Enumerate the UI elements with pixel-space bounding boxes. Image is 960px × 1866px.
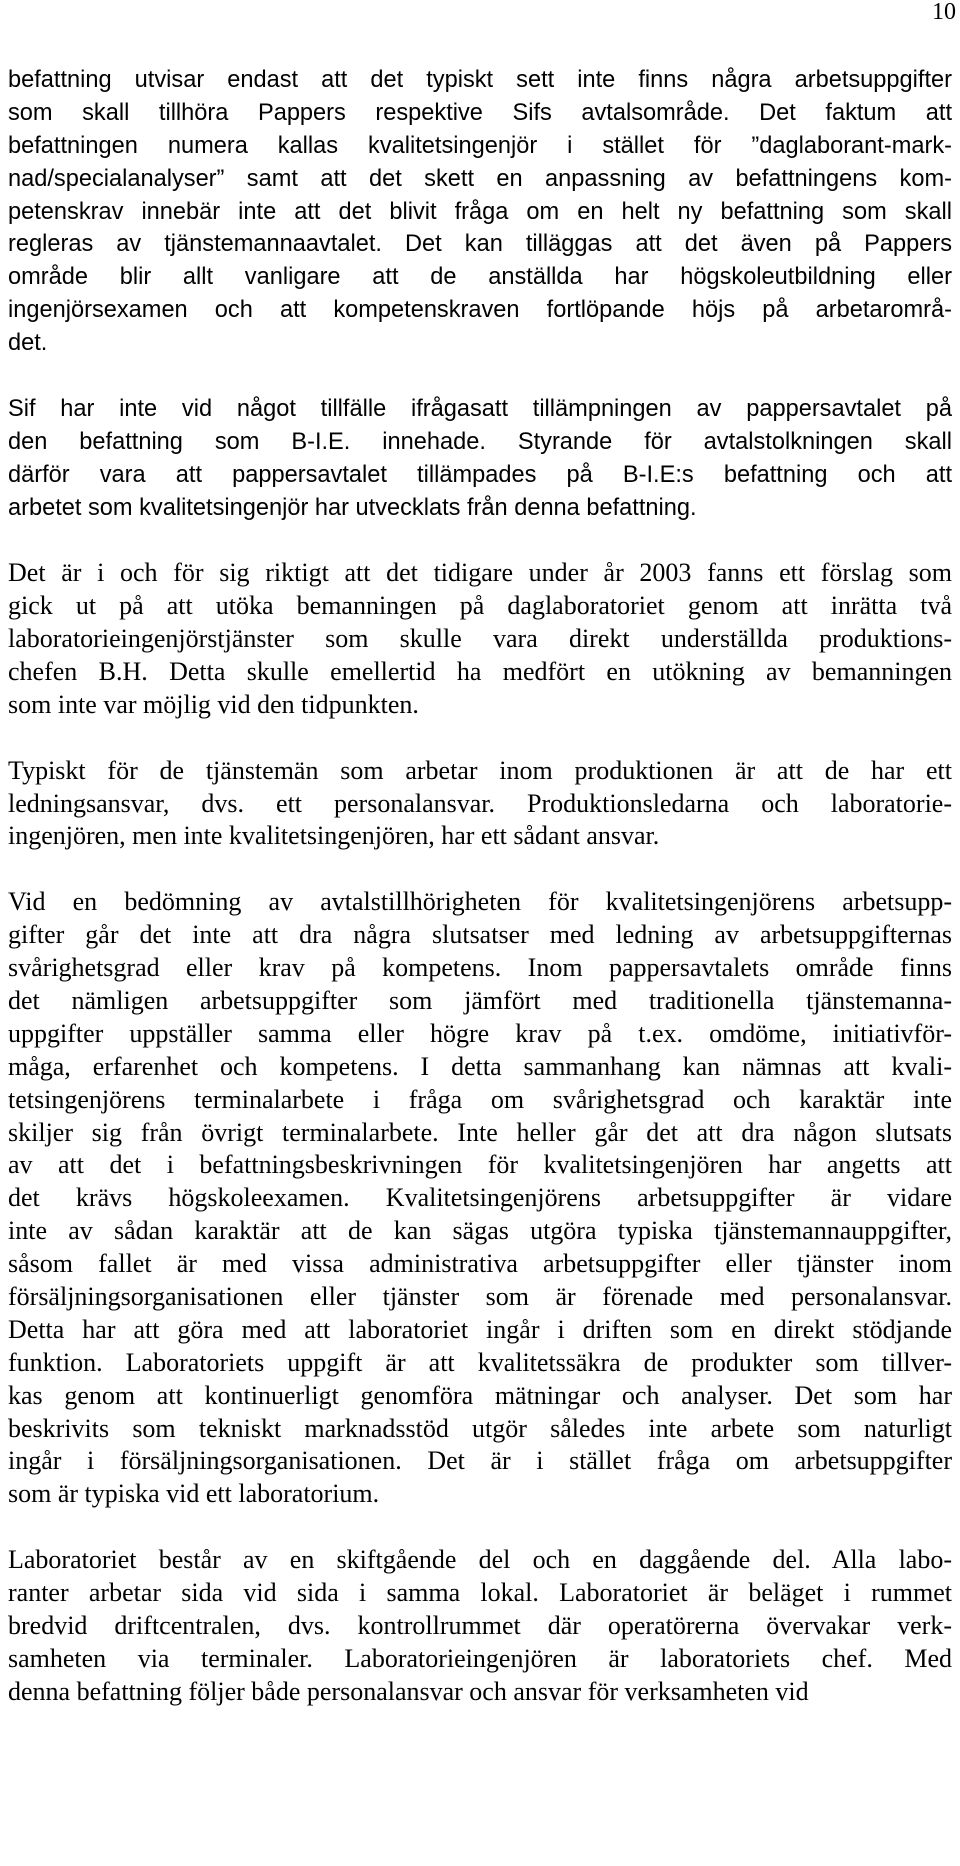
text-line: arbetet som kvalitetsingenjör har utvecklats från denna befattning.: [8, 494, 697, 521]
text-line: område blir allt vanligare att de anställda har högskoleutbildning eller: [8, 264, 952, 291]
text-line: Detta har att göra med att laboratoriet ingår i driften som en direkt stödjande: [8, 1314, 952, 1344]
text-line: befattning utvisar endast att det typiskt sett inte finns några arbetsuppgifter: [8, 67, 952, 93]
paragraph-p6: [8, 1544, 952, 1708]
paragraph-gap: [8, 360, 952, 393]
text-line: gifter går det inte att dra några slutsatser med ledning av arbetsuppgifternas: [8, 920, 952, 950]
text-line: svårighetsgrad eller krav på kompetens. Inom pappersavtalets område finns: [8, 953, 952, 983]
text-line: denna befattning följer både personalansvar och ansvar för verksamheten vid: [8, 1676, 809, 1706]
text-line: av att det i befattningsbeskrivningen för kvalitetsingenjören har angetts att: [8, 1150, 952, 1180]
text-line: därför vara att pappersavtalet tillämpades på B-I.E:s befattning och att: [8, 461, 952, 488]
text-line: Vid en bedömning av avtalstillhörigheten för kvalitetsingenjörens arbetsupp-: [8, 887, 952, 917]
text-line: tetsingenjörens terminalarbete i fråga om svårighetsgrad och karaktär inte: [8, 1084, 952, 1114]
text-line: ingenjören, men inte kvalitetsingenjören, har ett sådant ansvar.: [8, 821, 660, 851]
paragraph-gap: [8, 722, 952, 755]
paragraph-p2: [8, 393, 952, 525]
text-line: inte av sådan karaktär att de kan sägas utgöra typiska tjänstemannauppgifter,: [8, 1216, 952, 1246]
text-line: ingenjörsexamen och att kompetenskraven fortlöpande höjs på arbetarområ-: [8, 297, 952, 324]
text-line: nad/specialanalyser” samt att det skett en anpassning av befattningens kom-: [8, 165, 952, 192]
text-line: ledningsansvar, dvs. ett personalansvar. Produktionsledarna och laboratorie-: [8, 788, 952, 818]
paragraph-gap: [8, 853, 952, 886]
text-line: petenskrav innebär inte att det blivit fråga om en helt ny befattning som skall: [8, 198, 952, 225]
paragraph-p1: [8, 64, 952, 360]
text-line: uppgifter uppställer samma eller högre krav på t.ex. omdöme, initiativför-: [8, 1018, 952, 1048]
paragraph-p5: [8, 886, 952, 1511]
text-line: Det är i och för sig riktigt att det tidigare under år 2003 fanns ett förslag som: [8, 558, 952, 588]
text-line: som är typiska vid ett laboratorium.: [8, 1479, 380, 1509]
text-line: chefen B.H. Detta skulle emellertid ha medfört en utökning av bemanningen: [8, 657, 952, 687]
text-line: ingår i försäljningsorganisationen. Det är i stället fråga om arbetsuppgifter: [8, 1446, 952, 1476]
text-line: försäljningsorganisationen eller tjänster som är förenade med personalansvar.: [8, 1281, 952, 1311]
text-line: gick ut på att utöka bemanningen på daglaboratoriet genom att inrätta två: [8, 591, 952, 621]
document-body: [8, 64, 952, 1709]
text-line: som inte var möjlig vid den tidpunkten.: [8, 689, 419, 719]
text-line: kas genom att kontinuerligt genomföra mätningar och analyser. Det som har: [8, 1380, 952, 1410]
page-number: 10: [932, 0, 956, 25]
text-line: beskrivits som tekniskt marknadsstöd utgör således inte arbete som naturligt: [8, 1413, 952, 1443]
text-line: regleras av tjänstemannaavtalet. Det kan tilläggas att det även på Pappers: [8, 231, 952, 258]
text-line: ranter arbetar sida vid sida i samma lokal. Laboratoriet är beläget i rummet: [8, 1577, 952, 1607]
paragraph-p4: [8, 755, 952, 854]
text-line: laboratorieingenjörstjänster som skulle vara direkt underställda produktions-: [8, 624, 952, 654]
paragraph-gap: [8, 1511, 952, 1544]
text-line: såsom fallet är med vissa administrativa arbetsuppgifter eller tjänster inom: [8, 1249, 952, 1279]
text-line: det krävs högskoleexamen. Kvalitetsingenjörens arbetsuppgifter är vidare: [8, 1183, 952, 1213]
text-line: Laboratoriet består av en skiftgående del och en daggående del. Alla labo-: [8, 1545, 952, 1575]
text-line: den befattning som B-I.E. innehade. Styrande för avtalstolkningen skall: [8, 428, 952, 455]
text-line: Sif har inte vid något tillfälle ifrågasatt tillämpningen av pappersavtalet på: [8, 395, 952, 422]
text-line: skiljer sig från övrigt terminalarbete. Inte heller går det att dra någon slutsats: [8, 1117, 952, 1147]
text-line: samheten via terminaler. Laboratorieingenjören är laboratoriets chef. Med: [8, 1643, 952, 1673]
text-line: som skall tillhöra Pappers respektive Sifs avtalsområde. Det faktum att: [8, 99, 952, 126]
text-line: funktion. Laboratoriets uppgift är att kvalitetssäkra de produkter som tillver-: [8, 1347, 952, 1377]
paragraph-p3: [8, 557, 952, 721]
text-line: bredvid driftcentralen, dvs. kontrollrummet där operatörerna övervakar verk-: [8, 1610, 952, 1640]
text-line: befattningen numera kallas kvalitetsingenjör i stället för ”daglaborant-mark-: [8, 132, 952, 159]
text-line: måga, erfarenhet och kompetens. I detta sammanhang kan nämnas att kvali-: [8, 1051, 952, 1081]
text-line: Typiskt för de tjänstemän som arbetar inom produktionen är att de har ett: [8, 755, 952, 785]
text-line: det nämligen arbetsuppgifter som jämfört med traditionella tjänstemanna-: [8, 985, 952, 1015]
text-line: det.: [8, 330, 48, 357]
paragraph-gap: [8, 524, 952, 557]
